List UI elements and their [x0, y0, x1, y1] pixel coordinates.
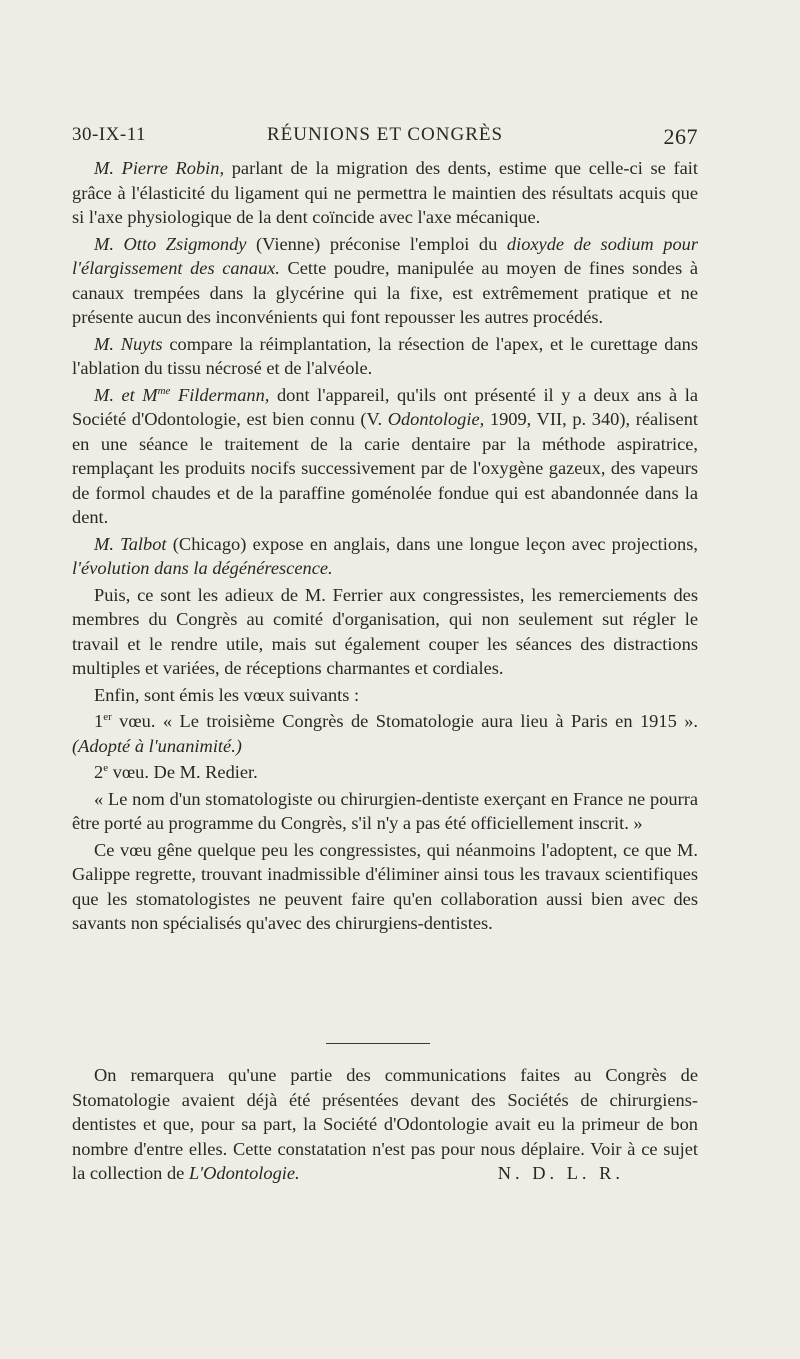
speaker-name: M. et $M^{me}$ Fildermann, — [94, 384, 270, 405]
paragraph-robin: M. Pierre Robin, parlant de la migration des dents, estime que celle-ci se fait grâce à l'élasticité du ligament qui ne permettra le maintien des résultats acquis que si l'axe physiologique de la dent coïncide avec l'axe mécanique. — [72, 158, 698, 227]
paragraph-nuyts: M. Nuyts compare la réimplantation, la résection de l'apex, et le curettage dans l'ablation du tissu nécrosé et de l'alvéole. — [72, 333, 698, 378]
paragraph-talbot: M. Talbot (Chicago) expose en anglais, dans une longue leçon avec projections, l'évolution dans la dégénérescence. — [72, 533, 698, 578]
editor-note — [72, 1063, 698, 1186]
paragraph-voeu-2: 2e vœu. De M. Redier. — [94, 761, 258, 782]
page-number: 267 — [663, 124, 698, 149]
editor-signature: N. D. L. R. — [497, 1163, 624, 1183]
section-divider — [326, 1043, 430, 1044]
article-body — [72, 156, 698, 936]
running-title: RÉUNIONS ET CONGRÈS — [266, 124, 504, 145]
editor-note-text: On remarquera qu'une partie des communications faites au Congrès de Stomatologie avaient déjà été présentées devant des Sociétés de chirurgiens-dentistes et que, pour sa part, la Société d'Odontologie avait eu la primeur de bon nombre d'entre elles. Cette constatation n'est pas pour nous déplaire. Voir à ce sujet la collection de L'Odontologie. N. D. L. R. — [72, 1063, 698, 1186]
paragraph-zsigmondy: M. Otto Zsigmondy (Vienne) préconise l'emploi du dioxyde de sodium pour l'élargissement des canaux. Cette poudre, manipulée au moyen de fines sondes à canaux trempées dans la glycérine qui la fixe, est extrêmement pratique et ne présente aucun des inconvénients qui font repousser les autres procédés. — [72, 233, 698, 327]
paragraph-galippe: Ce vœu gêne quelque peu les congressistes, qui néanmoins l'adoptent, ce que M. Galippe regrette, trouvant inadmissible d'éliminer ainsi tous les travaux scientifiques que les stomatologistes ne peuvent faire qu'en collaboration aussi bien avec des savants non spécialisés qu'avec des chirurgiens-dentistes. — [72, 839, 698, 933]
paragraph-voeux-intro: Enfin, sont émis les vœux suivants : — [94, 684, 360, 705]
speaker-name: M. Otto Zsigmondy — [94, 233, 247, 254]
paragraph-voeu-1: 1er vœu. « Le troisième Congrès de Stomatologie aura lieu à Paris en 1915 ». (Adopté à l'unanimité.) — [72, 710, 698, 756]
speaker-name: M. Talbot — [94, 533, 167, 554]
speaker-name: M. Pierre Robin, — [94, 158, 225, 178]
paragraph-voeu-2-quote: « Le nom d'un stomatologiste ou chirurgien-dentiste exerçant en France ne pourra être porté au programme du Congrès, s'il n'y a pas été officiellement inscrit. » — [72, 788, 698, 833]
date-folio: 30-IX-11 — [72, 124, 146, 145]
paragraph-ferrier: Puis, ce sont les adieux de M. Ferrier aux congressistes, les remerciements des membres du Congrès au comité d'organisation, qui non seulement sut régler le travail et le rendre utile, mais sut également couper les séances des distractions multiples et variées, de réceptions charmantes et cordiales. — [72, 584, 698, 678]
paragraph-fildermann: M. et $M^{me}$ Fildermann, dont l'appareil, qu'ils ont présenté il y a deux ans à la Société d'Odontologie, est bien connu (V. Odontologie, 1909, VII, p. 340), réalisent en une séance le traitement de la carie dentaire par la méthode aspiratrice, remplaçant les produits nocifs successivement par de l'oxygène gazeux, des vapeurs de formol chaudes et de la paraffine goménolée fondue qui est abandonnée dans la dent. — [72, 384, 698, 527]
page-header — [72, 124, 698, 150]
speaker-name: M. Nuyts — [94, 333, 163, 354]
